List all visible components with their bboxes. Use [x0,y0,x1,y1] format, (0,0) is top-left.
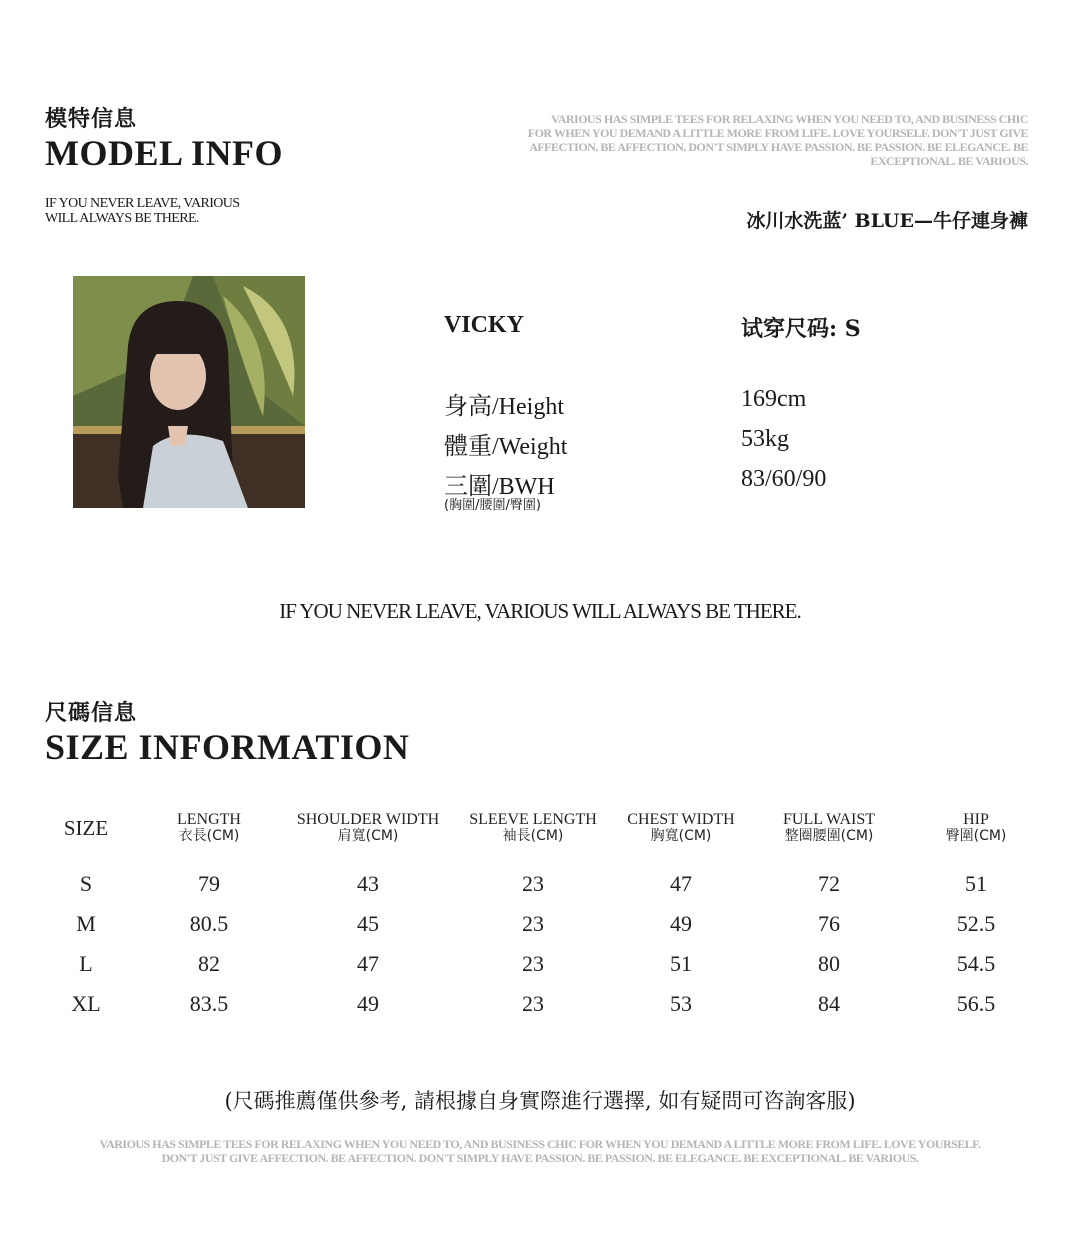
chest-cell: 49 [670,911,692,936]
sleeve-cell: 23 [522,951,544,976]
model-photo [73,276,305,508]
chest-cell: 53 [670,991,692,1016]
header-hip: HIP 臀圍(CM) [945,811,1007,844]
size-table-header [25,800,1055,856]
sleeve-cell: 23 [522,871,544,896]
table-row [25,984,1055,1024]
length-cell: 80.5 [189,911,229,936]
footer-paragraph: VARIOUS HAS SIMPLE TEES FOR RELAXING WHEN YOU NEED TO, AND BUSINESS CHIC FOR WHEN YOU DEMAND A LITTLE MORE FROM LIFE. LOVE YOURSELF. DON'T JUST GIVE AFFECTION. BE AFFECTION. DON'T SIMPLY HAVE PASSION. BE PASSION. BE ELEGANCE. BE EXCEPTIONAL. BE VARIOUS. [99,1137,981,1165]
bwh-sub-label: (胸圍/腰圍/臀圍) [444,498,541,513]
header-length: LENGTH 衣長(CM) [177,811,241,844]
header-chest-width: CHEST WIDTH 胸寬(CM) [627,811,735,844]
hip-cell: 54.5 [956,951,996,976]
product-name: 冰川水洗蓝’ BLUE—牛仔連身褲 [746,210,1028,232]
table-row [25,864,1055,904]
height-value: 169cm [741,386,807,412]
waist-cell: 76 [818,911,840,936]
bwh-value: 83/60/90 [741,466,827,492]
shoulder-cell: 47 [357,951,379,976]
model-info-cn-title: 模特信息 [45,107,138,132]
length-cell: 79 [198,871,220,896]
model-portrait-image [73,276,305,508]
hip-cell: 51 [965,871,987,896]
hip-cell: 56.5 [956,991,996,1016]
size-cell: M [76,911,96,936]
shoulder-cell: 49 [357,991,379,1016]
weight-value: 53kg [741,426,789,452]
header-sleeve-length: SLEEVE LENGTH 袖長(CM) [469,811,597,844]
weight-label: 體重/Weight [444,434,568,460]
waist-cell: 72 [818,871,840,896]
shoulder-cell: 45 [357,911,379,936]
model-tagline: IF YOU NEVER LEAVE, VARIOUS WILL ALWAYS BE THERE. [45,196,240,226]
sleeve-cell: 23 [522,991,544,1016]
brand-paragraph: VARIOUS HAS SIMPLE TEES FOR RELAXING WHEN YOU NEED TO, AND BUSINESS CHIC FOR WHEN YOU DEMAND A LITTLE MORE FROM LIFE. LOVE YOURSELF. DON'T JUST GIVE AFFECTION. BE AFFECTION. DON'T SIMPLY HAVE PASSION. BE PASSION. BE ELEGANCE. BE EXCEPTIONAL. BE VARIOUS. [527,112,1028,168]
size-cell: S [79,871,93,896]
bwh-label: 三圍/BWH [444,474,555,500]
model-info-title: MODEL INFO [45,133,284,173]
middle-tagline: IF YOU NEVER LEAVE, VARIOUS WILL ALWAYS BE THERE. [279,599,801,623]
table-row [25,904,1055,944]
header-full-waist: FULL WAIST 整圈腰圍(CM) [783,811,875,844]
table-row [25,944,1055,984]
trial-size: 试穿尺码: S [741,316,861,342]
size-cell: L [79,951,93,976]
shoulder-cell: 43 [357,871,379,896]
size-cell: XL [71,991,101,1016]
height-label: 身高/Height [444,394,564,420]
waist-cell: 80 [818,951,840,976]
size-info-title: SIZE INFORMATION [45,727,410,767]
length-cell: 82 [198,951,220,976]
size-info-cn-title: 尺碼信息 [45,701,138,726]
size-table [25,800,1055,1024]
hip-cell: 52.5 [956,911,996,936]
chest-cell: 47 [670,871,692,896]
waist-cell: 84 [818,991,840,1016]
chest-cell: 51 [670,951,692,976]
sleeve-cell: 23 [522,911,544,936]
model-name: VICKY [444,312,525,338]
size-note: (尺碼推薦僅供參考, 請根據自身實際進行選擇, 如有疑問可咨詢客服) [224,1089,856,1113]
header-shoulder-width: SHOULDER WIDTH 肩寬(CM) [296,811,440,844]
header-size: SIZE [63,816,109,840]
length-cell: 83.5 [189,991,229,1016]
